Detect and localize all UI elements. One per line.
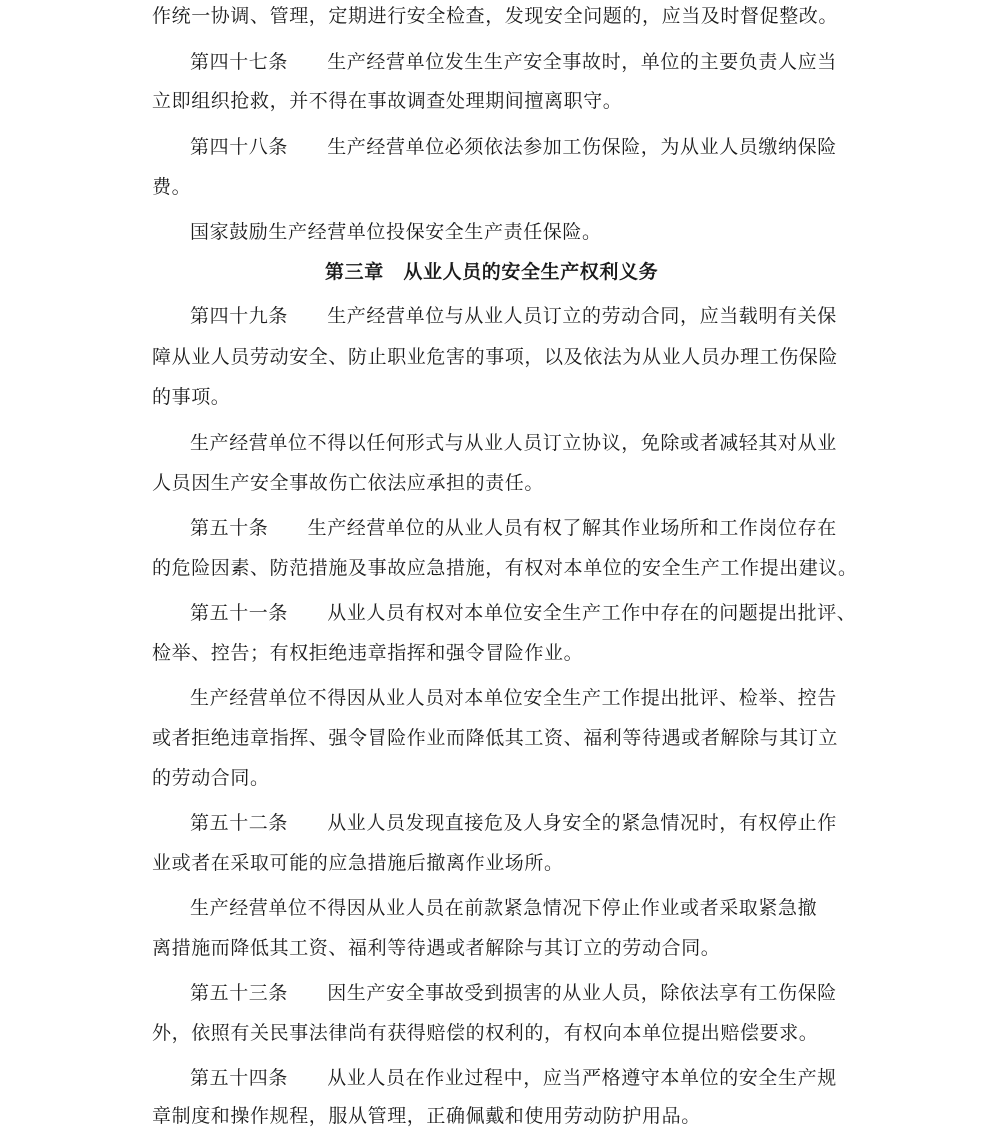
article-48-line-2: 费。: [152, 176, 192, 198]
article-47-line-1: 第四十七条 生产经营单位发生生产安全事故时，单位的主要负责人应当: [190, 51, 837, 73]
article-52-line-1: 第五十二条 从业人员发现直接危及人身安全的紧急情况时，有权停止作: [190, 812, 837, 834]
article-53-line-2: 外，依照有关民事法律尚有获得赔偿的权利的，有权向本单位提出赔偿要求。: [152, 1022, 819, 1044]
paragraph-line: 的劳动合同。: [152, 767, 270, 789]
article-54-line-1: 第五十四条 从业人员在作业过程中，应当严格遵守本单位的安全生产规: [190, 1067, 837, 1089]
article-51-line-1: 第五十一条 从业人员有权对本单位安全生产工作中存在的问题提出批评、: [190, 602, 857, 624]
article-48-line-1: 第四十八条 生产经营单位必须依法参加工伤保险，为从业人员缴纳保险: [190, 136, 837, 158]
article-50-line-1: 第五十条 生产经营单位的从业人员有权了解其作业场所和工作岗位存在: [190, 517, 837, 539]
article-49-line-1: 第四十九条 生产经营单位与从业人员订立的劳动合同，应当载明有关保: [190, 305, 837, 327]
article-54-line-2: 章制度和操作规程，服从管理，正确佩戴和使用劳动防护用品。: [152, 1105, 701, 1127]
paragraph-line: 生产经营单位不得因从业人员在前款紧急情况下停止作业或者采取紧急撤: [190, 897, 818, 919]
paragraph-line: 或者拒绝违章指挥、强令冒险作业而降低其工资、福利等待遇或者解除与其订立: [152, 727, 839, 749]
chapter-heading: 第三章 从业人员的安全生产权利义务: [325, 261, 659, 283]
article-50-line-2: 的危险因素、防范措施及事故应急措施，有权对本单位的安全生产工作提出建议。: [152, 557, 858, 579]
article-47-line-2: 立即组织抢救，并不得在事故调查处理期间擅离职守。: [152, 90, 623, 112]
paragraph-line: 生产经营单位不得以任何形式与从业人员订立协议，免除或者减轻其对从业: [190, 432, 837, 454]
article-53-line-1: 第五十三条 因生产安全事故受到损害的从业人员，除依法享有工伤保险: [190, 982, 837, 1004]
article-49-line-3: 的事项。: [152, 386, 231, 408]
text-line: 作统一协调、管理，定期进行安全检查，发现安全问题的，应当及时督促整改。: [152, 5, 839, 27]
paragraph-line: 生产经营单位不得因从业人员对本单位安全生产工作提出批评、检举、控告: [190, 687, 837, 709]
article-49-line-2: 障从业人员劳动安全、防止职业危害的事项，以及依法为从业人员办理工伤保险: [152, 346, 839, 368]
article-52-line-2: 业或者在采取可能的应急措施后撤离作业场所。: [152, 852, 564, 874]
paragraph-line: 国家鼓励生产经营单位投保安全生产责任保险。: [190, 221, 602, 243]
paragraph-line: 离措施而降低其工资、福利等待遇或者解除与其订立的劳动合同。: [152, 937, 721, 959]
paragraph-line: 人员因生产安全事故伤亡依法应承担的责任。: [152, 472, 545, 494]
article-51-line-2: 检举、控告；有权拒绝违章指挥和强令冒险作业。: [152, 642, 584, 664]
